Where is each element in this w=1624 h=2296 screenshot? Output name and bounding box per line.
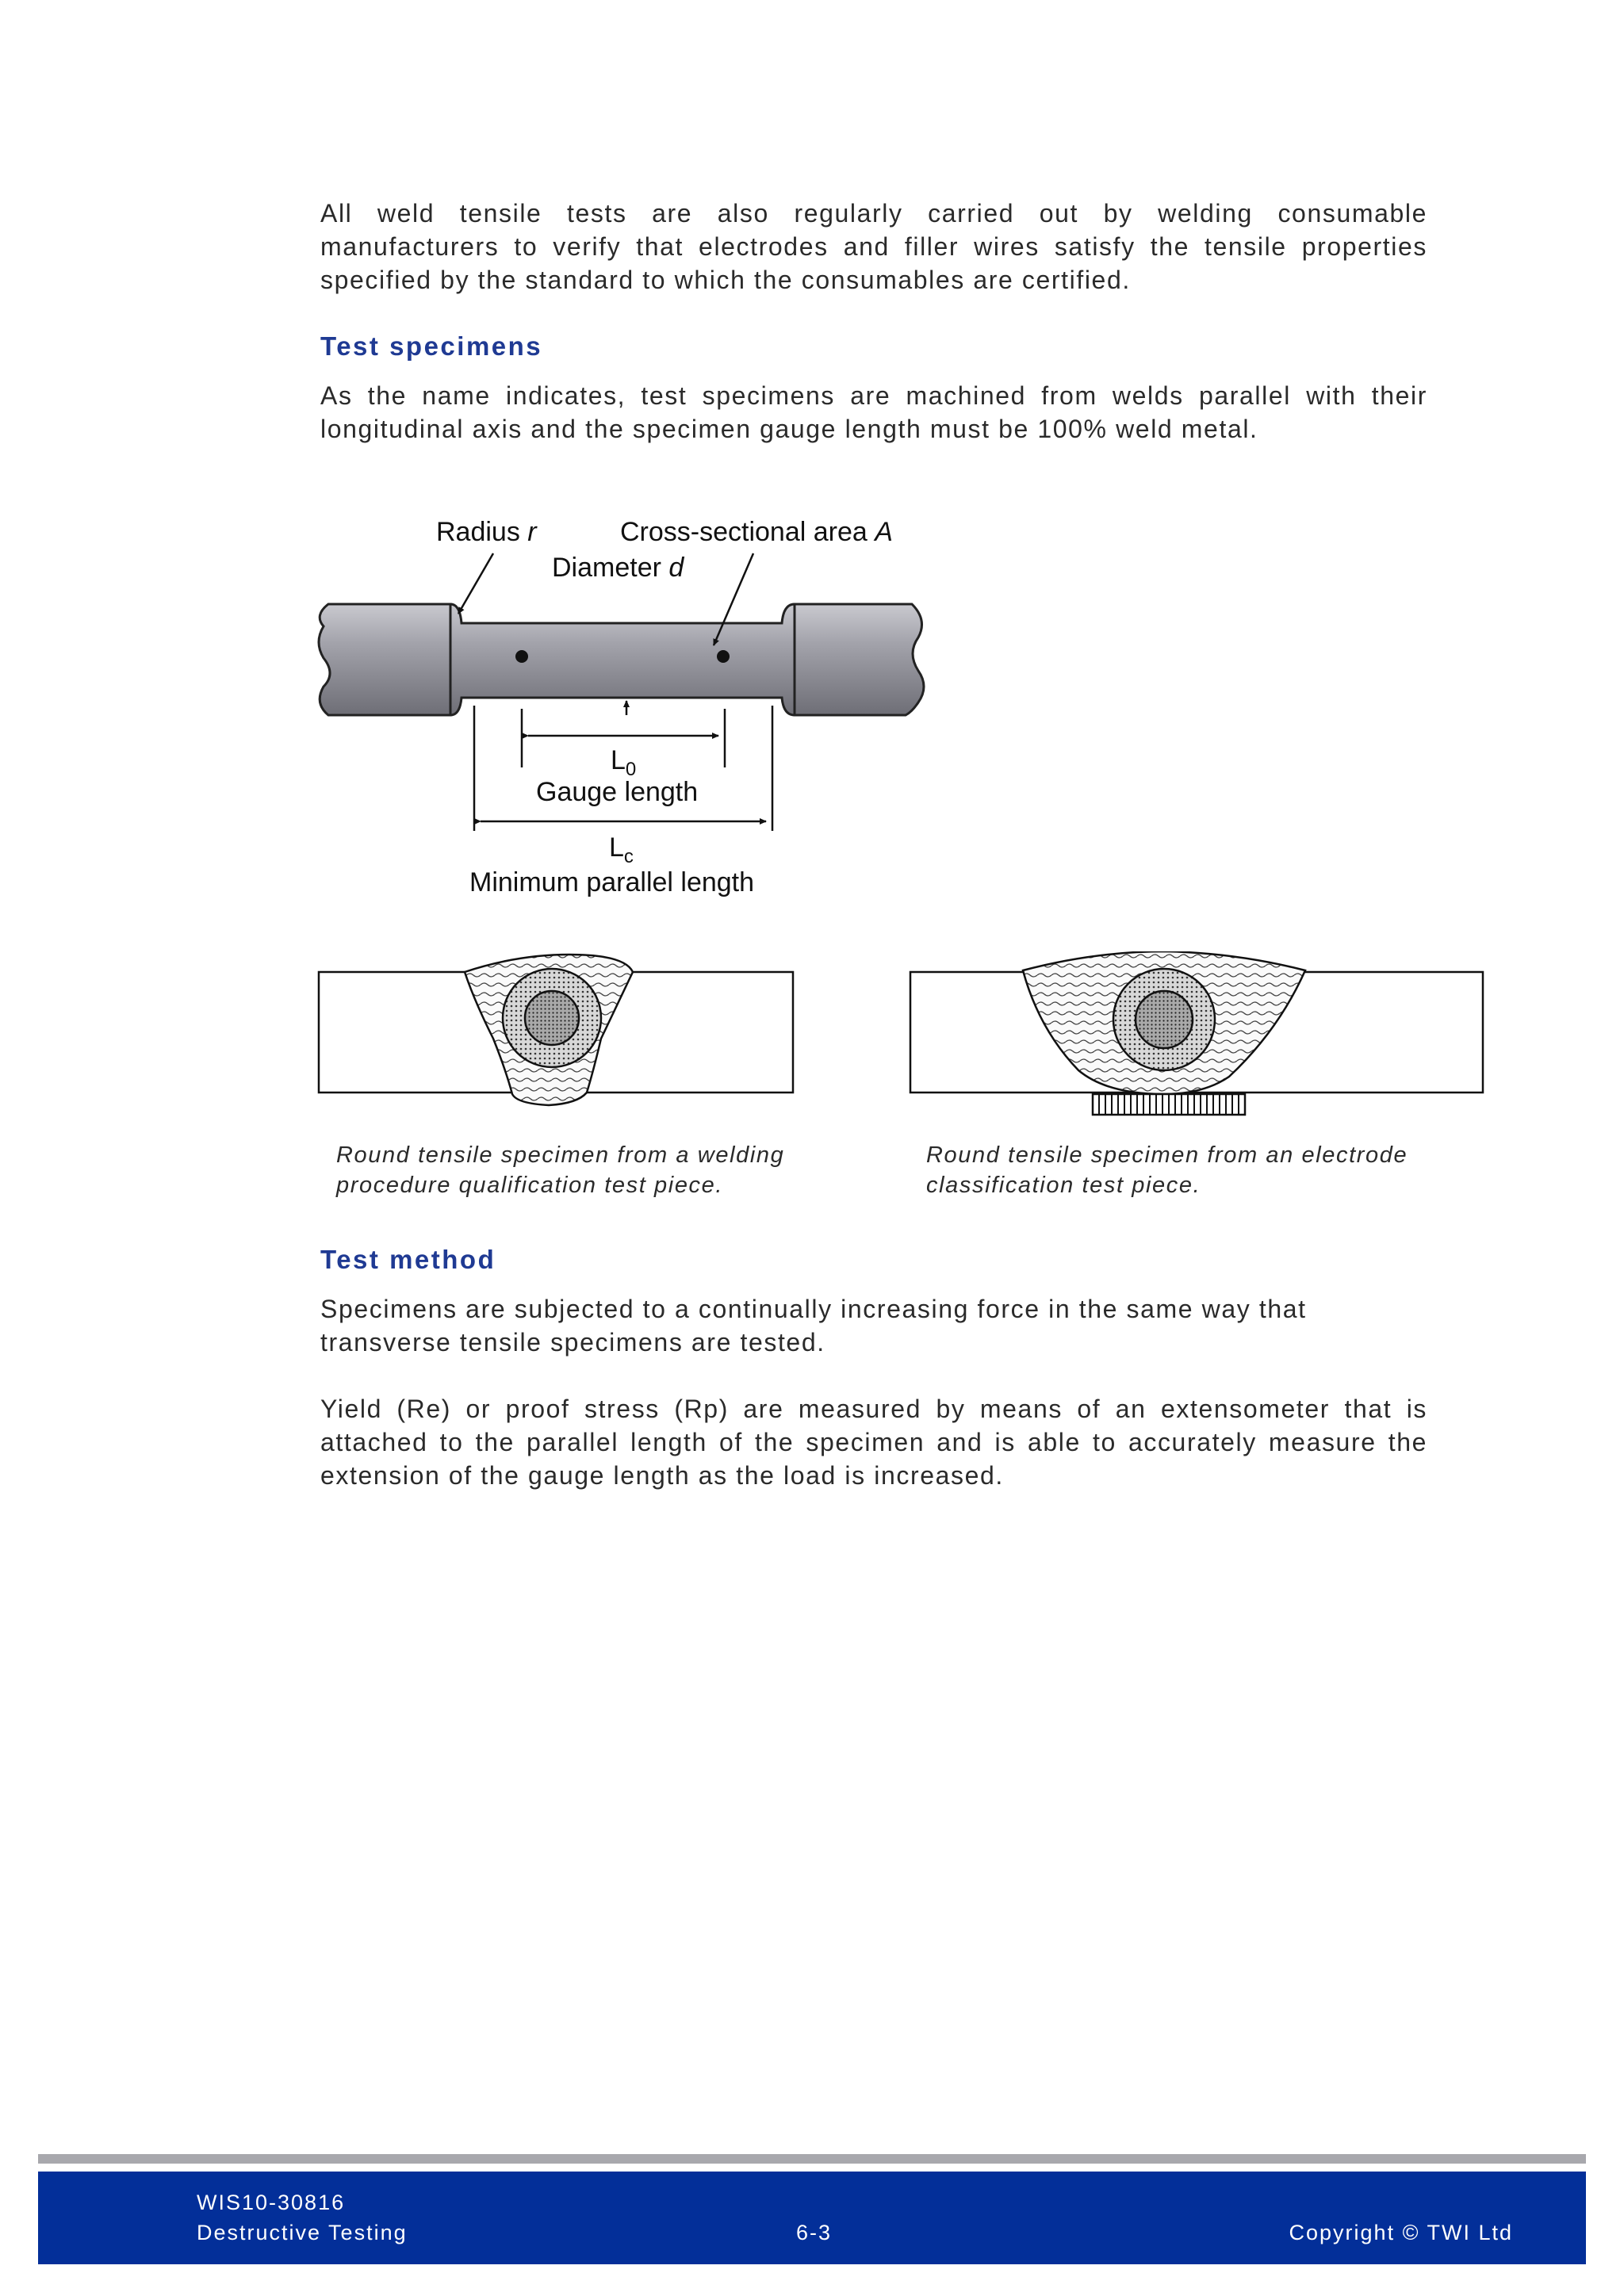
procedure-qualification-weld-section <box>319 955 793 1105</box>
tensile-specimen-diagram <box>309 507 944 912</box>
minimum-parallel-length-label: Minimum parallel length <box>469 867 755 897</box>
caption-left-line-2: procedure qualification test piece. <box>336 1173 724 1198</box>
test-method-heading: Test method <box>320 1245 496 1274</box>
radius-leader-arrow <box>458 553 493 614</box>
backing-strip <box>1093 1094 1245 1115</box>
test-method-paragraph-1: Specimens are subjected to a continually increasing force in the same way that transverse tensile specimens are tested. <box>320 1295 1307 1357</box>
caption-left-line-1: Round tensile specimen from a welding <box>336 1142 785 1168</box>
footer-rule <box>38 2154 1586 2164</box>
reduced-section <box>450 604 795 715</box>
gauge-length-label: Gauge length <box>536 777 699 807</box>
cross-sectional-area-label: Cross-sectional area A <box>620 517 893 547</box>
intro-paragraph: All weld tensile tests are also regularly carried out by welding consumable manufacturers to verify that electrodes and filler wires satisfy the tensile properties specified by the standard to which the consumables are certified. <box>320 199 1427 294</box>
test-specimens-paragraph: As the name indicates, test specimens are machined from welds parallel with their longitudinal axis and the specimen gauge length must be 100% weld metal. <box>320 381 1427 443</box>
test-specimens-heading: Test specimens <box>320 331 543 361</box>
footer-doc-code: WIS10-30816 <box>197 2191 346 2214</box>
footer-doc-title: Destructive Testing <box>197 2221 408 2244</box>
gauge-mark-right <box>717 650 730 663</box>
left-grip <box>319 604 450 715</box>
footer-copyright: Copyright © TWI Ltd <box>1289 2221 1513 2244</box>
lc-symbol: $L_c$ <box>609 832 634 867</box>
l0-symbol: $L_0$ <box>611 745 637 780</box>
footer-page-number: 6-3 <box>796 2221 833 2244</box>
gauge-mark-left <box>515 650 528 663</box>
caption-electrode-classification <box>926 1140 1408 1200</box>
diameter-label: Diameter d <box>552 553 684 583</box>
radius-label: Radius r <box>436 517 537 547</box>
right-grip <box>795 604 924 715</box>
caption-procedure-qualification <box>336 1140 784 1200</box>
caption-right-line-1: Round tensile specimen from an electrode <box>926 1142 1408 1168</box>
electrode-classification-weld-section <box>910 951 1483 1115</box>
test-method-paragraph-2: Yield (Re) or proof stress (Rp) are measured by means of an extensometer that is attached to the parallel length of the specimen and is able to accurately measure the extension of the gauge length as the load is increased. <box>320 1395 1427 1490</box>
footer-bar <box>38 2172 1586 2264</box>
caption-right-line-2: classification test piece. <box>926 1173 1201 1198</box>
weld-cross-sections <box>309 951 1491 1142</box>
